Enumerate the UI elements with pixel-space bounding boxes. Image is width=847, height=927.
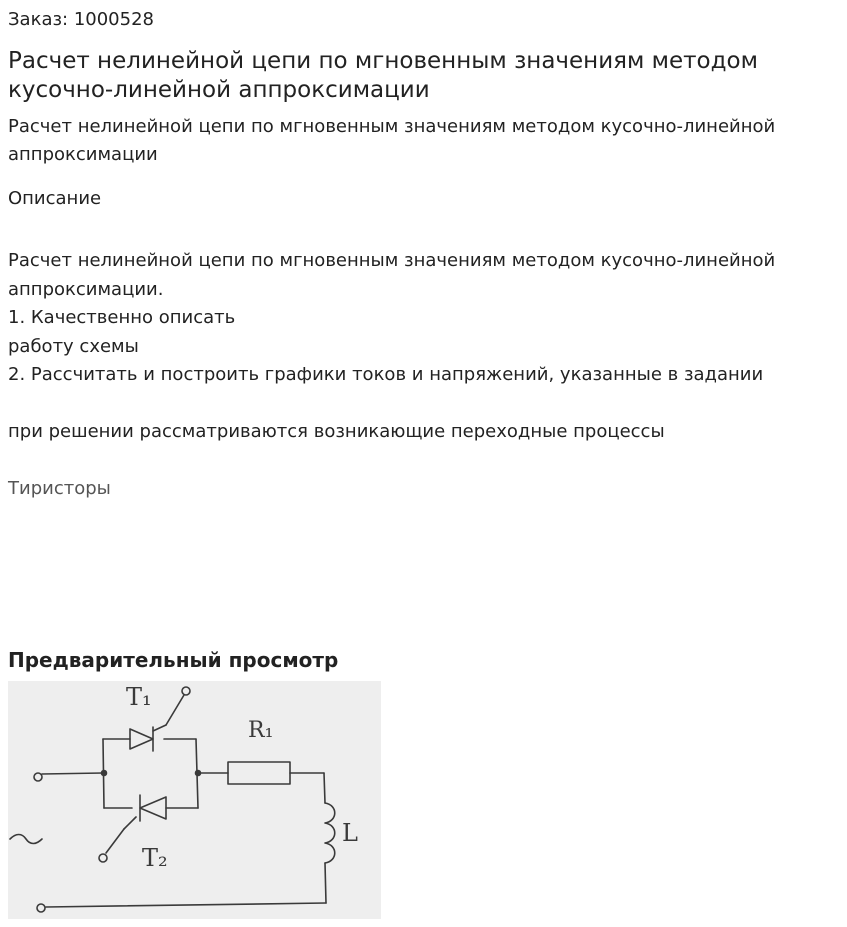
preview-heading: Предварительный просмотр	[8, 648, 339, 672]
preview-circuit-image	[8, 681, 381, 919]
label-t1: T₁	[126, 683, 152, 711]
inductor-wire-top	[324, 773, 325, 803]
inductor-wire-bottom	[325, 863, 326, 903]
description-line: 2. Рассчитать и построить графики токов и напряжений, указанные в задании	[8, 364, 764, 385]
label-l: L	[342, 819, 358, 847]
page-subtitle: Расчет нелинейной цепи по мгновенным значениям методом кусочно-линейной аппроксимации	[8, 116, 776, 165]
description-line: 1. Качественно описать	[8, 307, 236, 328]
description-line: Расчет нелинейной цепи по мгновенным значениям методом кусочно-линейной	[8, 250, 776, 271]
category-tag: Тиристоры	[8, 478, 111, 499]
description-heading: Описание	[8, 188, 102, 209]
description-body	[8, 247, 838, 447]
description-blank-line	[8, 390, 838, 419]
description-line: аппроксимации.	[8, 278, 164, 300]
label-t2: T₂	[142, 844, 168, 872]
page-title: Расчет нелинейной цепи по мгновенным значениям методом кусочно-линейной аппроксимации	[8, 48, 758, 103]
circuit-diagram	[8, 681, 381, 919]
input-wire	[42, 773, 103, 774]
description-line: работу схемы	[8, 335, 139, 357]
label-r1: R₁	[248, 718, 274, 743]
left-vertical-wire	[103, 739, 104, 808]
description-line: при решении рассматриваются возникающие переходные процессы	[8, 421, 665, 442]
order-number: Заказ: 1000528	[8, 9, 154, 30]
